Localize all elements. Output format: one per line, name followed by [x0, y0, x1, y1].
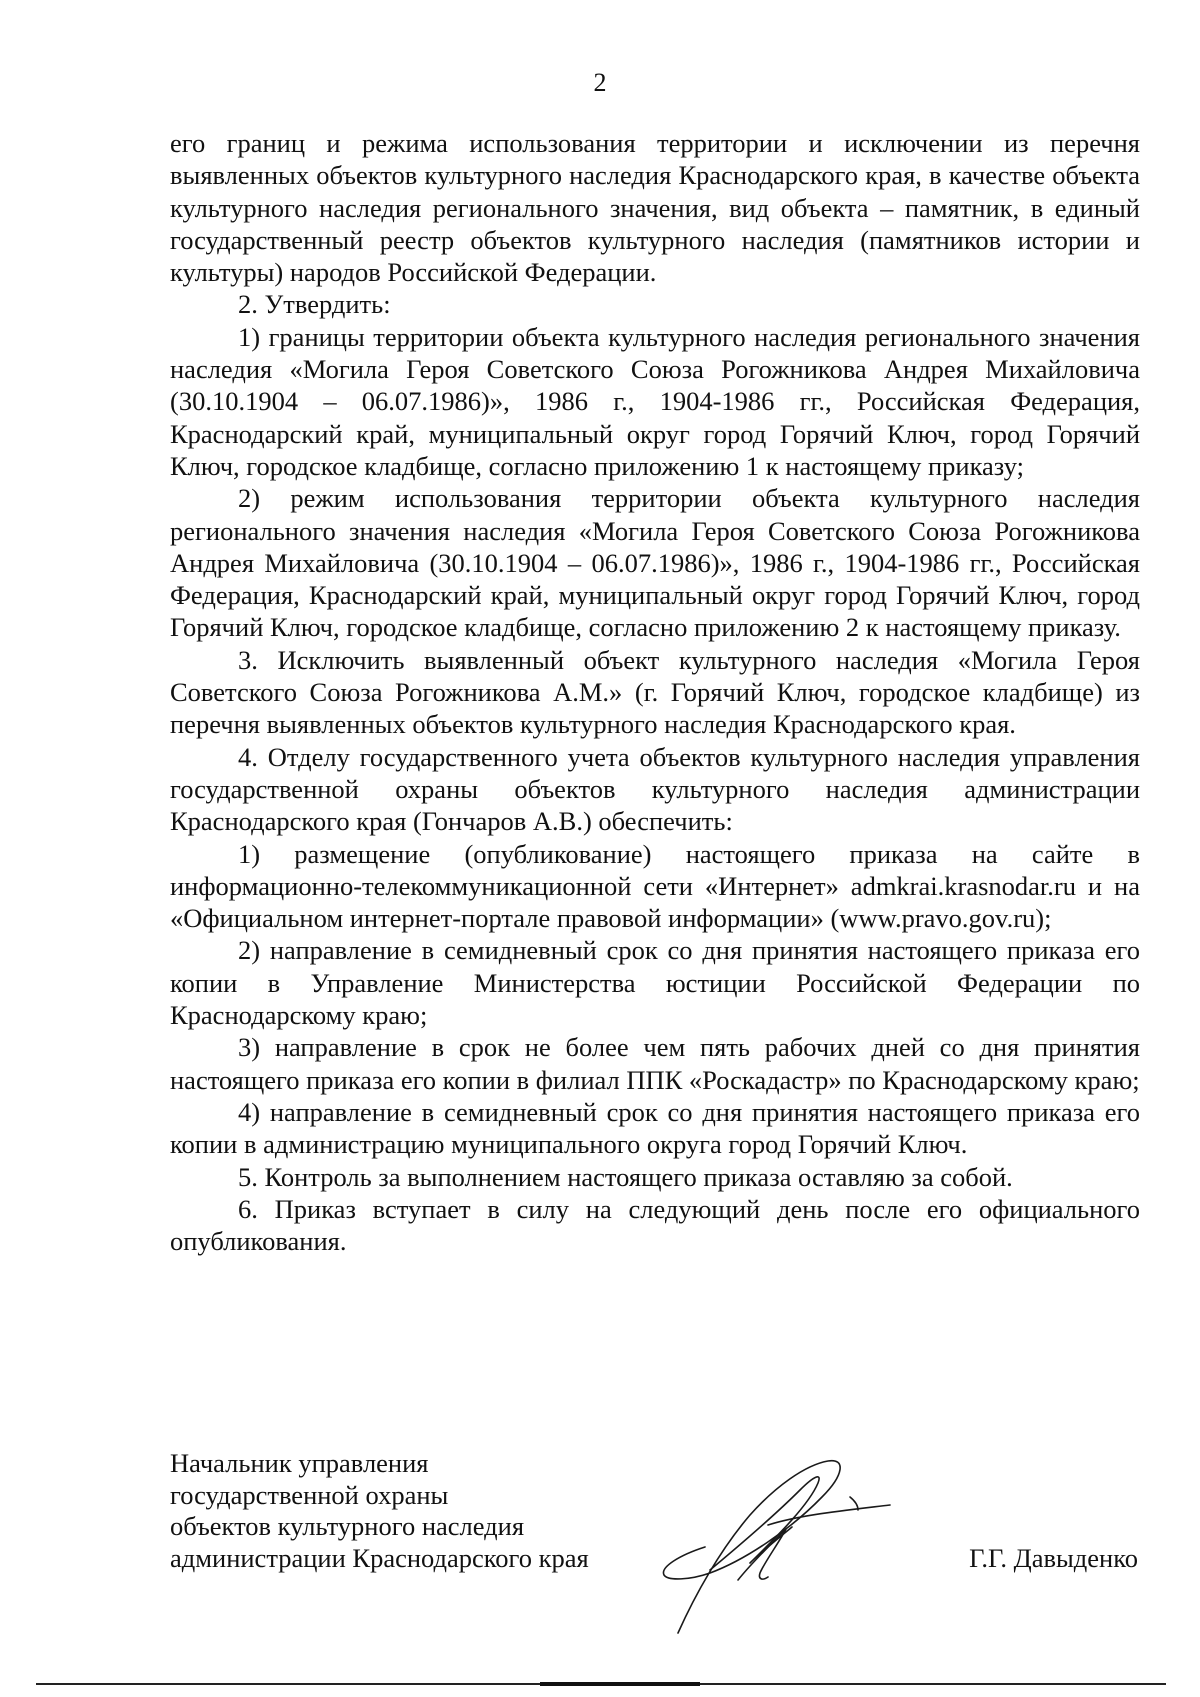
signatory-title-line: Начальник управления	[170, 1448, 429, 1478]
paragraph-item-2-1: 1) границы территории объекта культурного наследия регионального значения наследия «Могила Героя Советского Союза Рогожникова Андрея Михайловича (30.10.1904 – 06.07.1986)», 1986 г., 1904-1986 гг., Российская Федерация, Краснодарский край, муниципальный округ город Горячий Ключ, город Горячий Ключ, городское кладбище, согласно приложению 1 к настоящему приказу;	[170, 321, 1140, 481]
signatory-title-line: объектов культурного наследия	[170, 1511, 525, 1541]
paragraph-item-4: 4. Отделу государственного учета объектов культурного наследия управления государственной охраны объектов культурного наследия администрации Краснодарского края (Гончаров А.В.) обеспечить:	[170, 741, 1140, 837]
paragraph-item-2-2: 2) режим использования территории объекта культурного наследия регионального значения наследия «Могила Героя Советского Союза Рогожникова Андрея Михайловича (30.10.1904 – 06.07.1986)», 1986 г., 1904-1986 гг., Российская Федерация, Краснодарский край, муниципальный округ город Горячий Ключ, город Горячий Ключ, городское кладбище, согласно приложению 2 к настоящему приказу.	[170, 483, 1140, 643]
signatory-name: Г.Г. Давыденко	[969, 1543, 1138, 1573]
paragraph-item-3: 3. Исключить выявленный объект культурного наследия «Могила Героя Советского Союза Рогожникова А.М.» (г. Горячий Ключ, городское кладбище) из перечня выявленных объектов культурного наследия Краснодарского края.	[170, 644, 1140, 740]
paragraph-item-4-4: 4) направление в семидневный срок со дня принятия настоящего приказа его копии в администрацию муниципального округа город Горячий Ключ.	[170, 1096, 1140, 1160]
document-body	[170, 127, 1140, 1257]
paragraph-continuation: его границ и режима использования территории и исключении из перечня выявленных объектов культурного наследия Краснодарского края, в качестве объекта культурного наследия регионального значения, вид объекта – памятник, в единый государственный реестр объектов культурного наследия (памятников истории и культуры) народов Российской Федерации.	[170, 128, 1140, 288]
signatory-title-line: государственной охраны	[170, 1479, 449, 1510]
page-number: 2	[593, 68, 607, 97]
footer-divider-accent	[540, 1682, 700, 1686]
paragraph-item-5: 5. Контроль за выполнением настоящего приказа оставляю за собой.	[238, 1161, 1013, 1192]
paragraph-item-2: 2. Утвердить:	[238, 289, 391, 320]
handwritten-signature	[650, 1455, 920, 1635]
paragraph-item-4-3: 3) направление в срок не более чем пять рабочих дней со дня принятия настоящего приказа его копии в филиал ППК «Роскадастр» по Краснодарскому краю;	[170, 1032, 1140, 1095]
signatory-title	[170, 1448, 589, 1574]
paragraph-item-6: 6. Приказ вступает в силу на следующий день после его официального опубликования.	[170, 1193, 1140, 1257]
paragraph-item-4-2: 2) направление в семидневный срок со дня принятия настоящего приказа его копии в Управление Министерства юстиции Российской Федерации по Краснодарскому краю;	[170, 935, 1140, 1031]
paragraph-item-4-1: 1) размещение (опубликование) настоящего приказа на сайте в информационно-телекоммуникационной сети «Интернет» admkrai.krasnodar.ru и на «Официальном интернет-портале правовой информации» (www.pravo.gov.ru);	[170, 838, 1140, 934]
signatory-title-line: администрации Краснодарского края	[170, 1542, 589, 1573]
